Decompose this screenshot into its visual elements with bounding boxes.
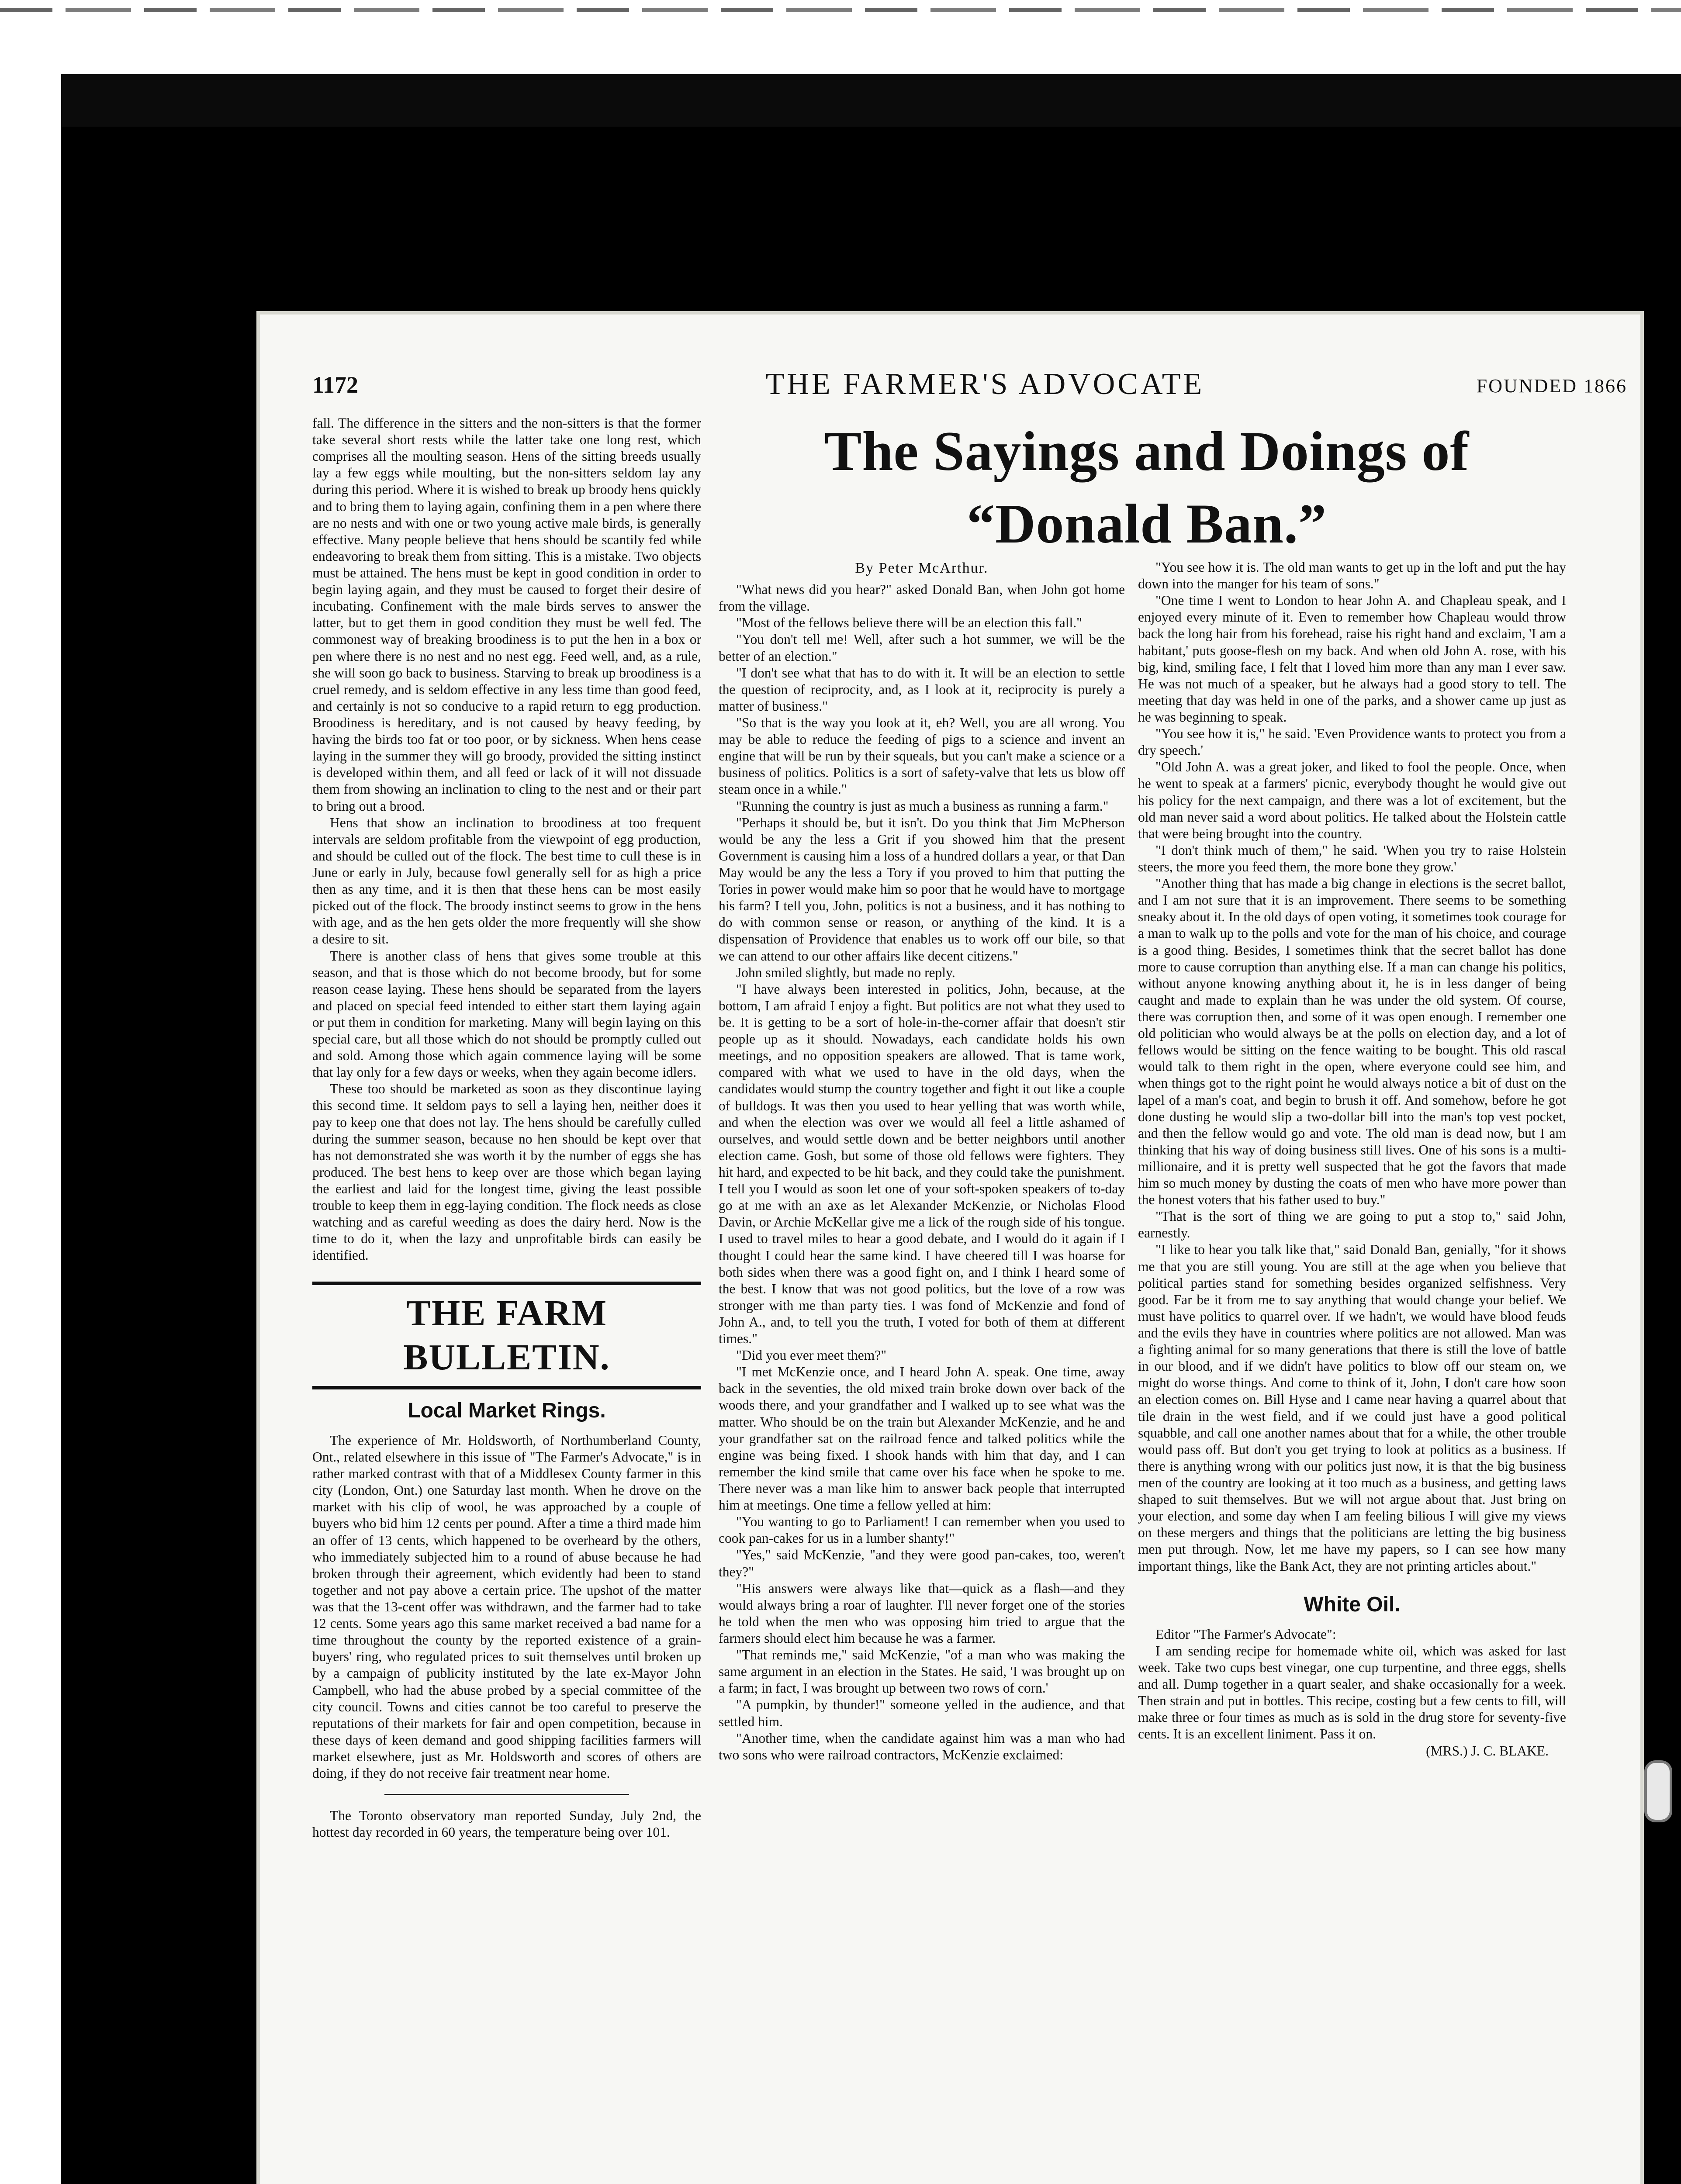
newspaper-page (260, 314, 1640, 2184)
article-paragraph: "Old John A. was a great joker, and liked to fool the people. Once, when he went to speak at a farmers' picnic, everybody thought he would give out his policy for the next campaign, and there was a lot of excitement, but the old man never said a word about politics. He talked about the Holstein cattle that were being brought into the country. (1138, 759, 1566, 841)
scan-left-margin (0, 74, 61, 2184)
article-paragraph: "Another thing that has made a big change in elections is the secret ballot, and I am not sure that it is an improvement. There seems to be something sneaky about it. In the old days of open voting, it sometimes took courage for a man to walk up to the polls and vote for the man of his choice, and courage is a good thing. Besides, I sometimes think that the secret ballot has done more to cause corruption than anything else. If a man can change his politics, without anyone knowing anything about it, he is in less danger of being caught and made to explain than he was under the old system. Of course, there was corruption then, and some of it was open enough. I remember one old politician who would always be at the polls on election day, and a lot of fellows would be sitting on the fence waiting to be bought. This old rascal would talk to them right in the open, where everyone could see him, and when things got to the right point he would always notice a bit of dust on the lapel of a man's coat, and begin to brush it off. And somehow, before he got done dusting he would slip a two-dollar bill into the man's top vest pocket, and then the fellow would go and vote. The old man is dead now, but I am thinking that his way of doing business still lives. One of his sons is a multi-millionaire, and it is pretty well suspected that he got the favors that made him so much money by dusting the coats of men who have more power than the honest voters that his father used to buy." (1138, 876, 1566, 1208)
article-paragraph: "I met McKenzie once, and I heard John A. speak. One time, away back in the seventies, the old mixed train broke down over back of the woods there, and your grandfather and I walked up to see what was the matter. Who should be on the train but Alexander McKenzie, and he and your grandfather sat on the railroad fence and talked politics while the engine was being fixed. I shook hands with him that day, and I can remember the kind smile that came over his face when he spoke to me. There never was a man like him to answer back people that interrupted him at meetings. One time a fellow yelled at him: (719, 1364, 1125, 1513)
article-paragraph: "One time I went to London to hear John A. and Chapleau speak, and I enjoyed every minute of it. Even to remember how Chapleau would throw back the long hair from his forehead, raise his right hand and exclaim, 'I am a habitant,' puts goose-flesh on my back. And when old John A. rose, with his big, kind, smiling face, I felt that I loved him more than any man I ever saw. He was not much of a speaker, but he always had a good story to tell. The meeting that day was held in one of the parks, and a shower came up just as he was beginning to speak. (1138, 593, 1566, 725)
article-paragraph: "Running the country is just as much a business as running a farm." (736, 798, 1109, 814)
article-paragraph: "You see how it is. The old man wants to get up in the loft and put the hay down into the manger for his team of sons." (1138, 560, 1566, 592)
article-paragraph: "Perhaps it should be, but it isn't. Do you think that Jim McPherson would be any the less a Grit if you showed him that the present Government is causing him a loss of a hundred dollars a year, or that Dan May would be any the less a Tory if you proved to him that putting the Tories in power would make him so poor that he would have to mortgage his farm? I tell you, John, politics is not a business, and it has nothing to do with common sense or reason, or anything of the kind. It is a dispensation of Providence that enables us to work off our bile, so that we can attend to our other affairs like decent citizens." (719, 815, 1125, 964)
scan-top-margin (0, 0, 1681, 74)
article-paragraph: "I like to hear you talk like that," said Donald Ban, genially, "for it shows me that you are still young. You are still at the age when you believe that political parties stand for something besides organized selfishness. Very good. Far be it from me to say anything that would change your belief. We must have politics to quarrel over. If we hadn't, we would have blood feuds and the evils they have in countries where politics are not allowed. Man was a fighting animal for so many generations that there is still the love of battle in our blood, and if we didn't have politics to blow off our steam on, we might do worse things. And come to think of it, John, I don't care how soon an election comes on. Bill Hyse and I came near having a quarrel about that tile drain in the west field, and if we could just have a good political squabble, and call one another names about that for a while, the other trouble would pass off. But don't you get trying to look at politics as a business. If there is anything wrong with our politics just now, it is that the big business men of the country are looking at it too much as a business, and getting laws shaped to suit themselves. But we will not argue about that. Just bring on your election, and some day when I am feeling bilious I will give my views on these mergers and things that the politicians are letting the big business men put through. Now, let me have my papers, so I can see how many important things, like the Bank Act, they are not printing articles about." (1138, 1242, 1566, 1574)
article-paragraph: "Did you ever meet them?" (736, 1348, 887, 1363)
article-byline: By Peter McArthur. (855, 560, 989, 576)
column-right (1138, 559, 1566, 1759)
poultry-paragraph: fall. The difference in the sitters and the non-sitters is that the former take several short rests while the latter take one long rest, which comprises all the moulting season. Hens of the sitting breeds usually lay a few eggs while moulting, but the non-sitters seldom lay any during this period. Where it is wished to break up broody hens quickly and to bring them to laying again, confining them in a pen where there are no nests and with one or two young active male birds, is generally effective. Many people believe that hens should be scantily fed while endeavoring to break them from sitting. This is a mistake. Two objects must be attained. The hens must be kept in good condition in order to begin laying again, and they must be caused to forget their desire of incubating. Confinement with the male birds serves to answer the latter, but to get them in good condition they must be well fed. The commonest way of breaking broodiness is to put the hen in a box or pen where there is no nest and no nest egg. Feed well, and, as a rule, she will soon go back to business. Starving to break up broodiness is a cruel remedy, and is seldom effective in any less time than good feed, and certainly is not so conducive to a rapid return to egg production. Broodiness is hereditary, and is not caused by heavy feeding, by having the birds too fat or too poor, or by sickness. When hens cease laying in the summer they will go broody, provided the sitting instinct is developed within them, and all feed or lack of it will not dissuade them from showing an inclination to cling to the nest and or their part to bring out a brood. (312, 415, 701, 814)
article-paragraph: "Yes," said McKenzie, "and they were good pan-cakes, too, weren't they?" (719, 1547, 1125, 1579)
white-oil-paragraph: I am sending recipe for homemade white oil, which was asked for last week. Take two cups best vinegar, one cup turpentine, and three eggs, shells and all. Dump together in a quart sealer, and shake occasionally for a week. Then strain and put in bottles. This recipe, costing but a few cents to fill, will make three or four times as much as is sold in the drug store for seventy-five cents. It is an excellent liniment. Pass it on. (1138, 1643, 1566, 1742)
market-rings-heading: Local Market Rings. (408, 1399, 606, 1422)
article-paragraph: "So that is the way you look at it, eh? Well, you are all wrong. You may be able to reduce the feeding of pigs to a science and invent an engine that will be run by their squeals, but you can't make a science or a business of politics. Politics is a sort of safety-valve that lets us blow off steam once in a while." (719, 715, 1125, 797)
founded-line: FOUNDED 1866 (1476, 375, 1627, 397)
article-title: The Sayings and Doings of “Donald Ban.” (824, 420, 1470, 555)
article-paragraph: "You wanting to go to Parliament! I can remember when you used to cook pan-cakes for us in a lumber shanty!" (719, 1514, 1125, 1546)
column-left (312, 415, 701, 1841)
article-paragraph: "I have always been interested in politics, John, because, at the bottom, I am afraid I enjoy a fight. But politics are not what they used to be. It is getting to be a sort of hole-in-the-corner affair that doesn't stir people up as it should. Nowadays, each candidate holds his own meetings, and no opposition speakers are allowed. That is tame work, compared with what we used to have in the old days, when the candidates would stump the country together and fight it out like a couple of bulldogs. It was then you used to hear yelling that was worth while, and when the election was over we would all feel a little ashamed of ourselves, and would settle down and be better neighbors until another election came. Gosh, but some of those old fellows were fighters. They hit hard, and expected to be hit back, and they could take the punishment. I tell you I would as soon let one of your soft-spoken speakers of to-day go at me with an axe as let Alexander McKenzie, or Nicholas Flood Davin, or Archie McKellar give me a lick of the rough side of his tongue. I used to travel miles to hear a good debate, and I would do it again if I thought I could hear the same kind. I have cheered till I was hoarse for both sides when there was a good fight on, and I think I heard some of the best. I know that was not good politics, but the love of a row was stronger with me than party ties. I was fond of McKenzie and fond of John A., and, to tell you the truth, I voted for both of them at different times." (719, 981, 1125, 1347)
article-paragraph: "That is the sort of thing we are going to put a stop to," said John, earnestly. (1138, 1209, 1566, 1241)
poultry-paragraph: These too should be marketed as soon as they discontinue laying this second time. It seldom pays to sell a laying hen, neither does it pay to keep one that does not lay. The hens should be carefully culled during the summer season, because no hen should be kept over that has not demonstrated she was worth it by the number of eggs she has produced. The best hens to keep over are those which began laying the earliest and laid for the longest time, giving the least possible trouble to keep them in egg-laying condition. The flock needs as close watching and as careful weeding as does the dairy herd. Now is the time to do it, when the lazy and unprofitable birds can easily be identified. (312, 1081, 701, 1263)
weather-note: The Toronto observatory man reported Sunday, July 2nd, the hottest day recorded in 60 years, the temperature being over 101. (312, 1808, 701, 1840)
masthead: THE FARMER'S ADVOCATE (765, 367, 1205, 401)
page-number: 1172 (312, 372, 359, 398)
column-middle (719, 559, 1125, 1763)
white-oil-heading: White Oil. (1304, 1593, 1401, 1616)
article-paragraph: "That reminds me," said McKenzie, "of a man who was making the same argument in an election in the States. He said, 'I was brought up on a farm; in fact, I was brought up between two rows of corn.' (719, 1647, 1125, 1696)
poultry-paragraph: There is another class of hens that gives some trouble at this season, and that is those which do not become broody, but for some reason cease laying. These hens should be separated from the layers and placed on special feed intended to either start them laying again or put them in condition for marketing. Many will begin laying on this special care, but all those which do not should be promptly culled out and sold. Among those which again commence laying will be some that lay only for a few days or weeks, when they again become idlers. (312, 948, 701, 1080)
section-divider (384, 1794, 629, 1795)
page-header (312, 367, 1640, 402)
binder-hole-icon (1644, 1760, 1672, 1822)
poultry-paragraph: Hens that show an inclination to broodiness at too frequent intervals are seldom profitable from the viewpoint of egg production, and should be culled out of the flock. The best time to cull these is in June or early in July, because fowl generally sell for as high a price then as any time, and it is then that these hens can be most easily picked out of the flock. The broody instinct seems to grow in the hens with age, and as the hen gets older the more frequently will she show a desire to sit. (312, 815, 701, 947)
farm-bulletin-title: THE FARM BULLETIN. (312, 1282, 701, 1389)
article-paragraph: "You see how it is," he said. 'Even Providence wants to protect you from a dry speech.' (1138, 726, 1566, 758)
article-paragraph: "I don't see what that has to do with it. It will be an election to settle the question of reciprocity, and, as I look at it, reciprocity is purely a matter of business." (719, 665, 1125, 714)
article-paragraph: "You don't tell me! Well, after such a hot summer, we will be the better of an election." (719, 632, 1125, 664)
article-paragraph: "His answers were always like that—quick as a flash—and they would always bring a roar of laughter. I'll never forget one of the stories he told when the men who was opposing him tried to argue that the farmers should elect him because he was a farmer. (719, 1580, 1125, 1646)
article-paragraph: "What news did you hear?" asked Donald Ban, when John got home from the village. (719, 582, 1125, 614)
article-paragraph: John smiled slightly, but made no reply. (736, 964, 955, 980)
recipe-signature: (MRS.) J. C. BLAKE. (1426, 1743, 1549, 1759)
white-oil-paragraph: Editor "The Farmer's Advocate": (1155, 1626, 1336, 1642)
market-paragraph: The experience of Mr. Holdsworth, of Northumberland County, Ont., related elsewhere in this issue of "The Farmer's Advocate," is in rather marked contrast with that of a Middlesex County farmer in this city (London, Ont.) one Saturday last month. When he drove on the market with his clip of wool, he was approached by a couple of buyers who bid him 12 cents per pound. After a time a third made him an offer of 13 cents, which happened to be overheard by the others, who immediately subjected him to a round of abuse because he had broken through their agreement, which evidently had been to stand together and not pay above a certain price. The upshot of the matter was that the 13-cent offer was withdrawn, and the farmer had to take 12 cents. Some years ago this same market received a bad name for a time throughout the county by the reported existence of a grain-buyers' ring, who regulated prices to suit themselves until broken up by a campaign of publicity instituted by the late ex-Mayor John Campbell, who had the abuse probed by a special committee of the city council. Towns and cities cannot be too careful to preserve the reputations of their markets for fair and open competition, because in these days of keen demand and good shipping facilities farmers will market elsewhere, just as Mr. Holdsworth and scores of others are doing, if they do not receive fair treatment near home. (312, 1432, 701, 1781)
article-paragraph: "A pumpkin, by thunder!" someone yelled in the audience, and that settled him. (719, 1697, 1125, 1729)
scan-border-rule (0, 8, 1681, 12)
article-paragraph: "Another time, when the candidate against him was a man who had two sons who were railroad contractors, McKenzie exclaimed: (719, 1730, 1125, 1762)
article-paragraph: "Most of the fellows believe there will be an election this fall." (736, 615, 1082, 631)
article-paragraph: "I don't think much of them," he said. 'When you try to raise Holstein steers, the more you feed them, the more bone they grow.' (1138, 842, 1566, 874)
